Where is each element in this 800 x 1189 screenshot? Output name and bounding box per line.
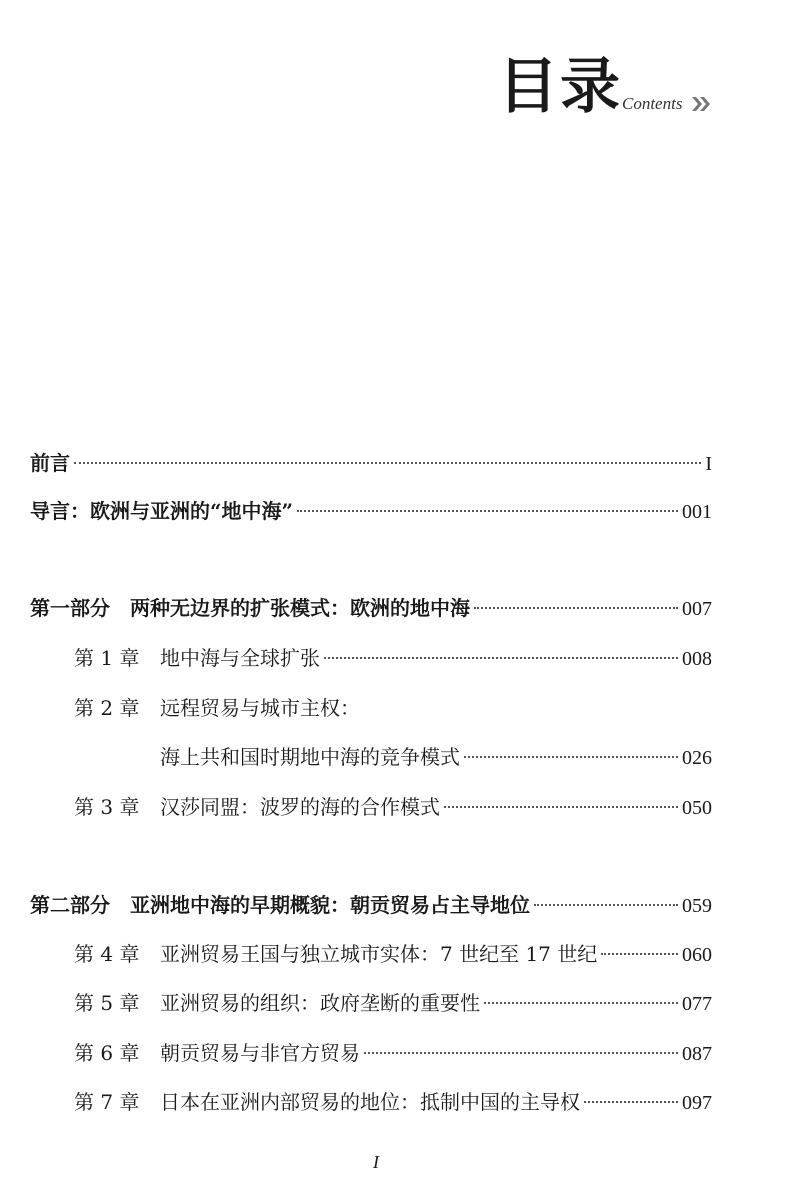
dot-leader	[297, 510, 678, 512]
page-number: 008	[682, 648, 712, 670]
toc-chapter-4[interactable]	[74, 940, 712, 969]
dot-leader	[444, 806, 678, 808]
chapter-number: 第 7 章	[74, 1090, 140, 1114]
page-number: 001	[682, 501, 712, 523]
page-number: 050	[682, 797, 712, 819]
part-title: 第一部分 两种无边界的扩张模式：欧洲的地中海	[30, 596, 470, 620]
chapter-number: 第 1 章	[74, 646, 140, 670]
toc-chapter-3[interactable]	[74, 793, 712, 822]
dot-leader	[584, 1101, 678, 1103]
dot-leader	[464, 756, 678, 758]
dot-leader	[474, 607, 678, 609]
page-subtitle: Contents	[622, 94, 683, 113]
dot-leader	[601, 953, 678, 955]
chapter-title: 地中海与全球扩张	[160, 646, 320, 670]
chapter-title: 远程贸易与城市主权：	[160, 696, 360, 720]
toc-chapter-5[interactable]	[74, 989, 712, 1018]
entry-title: 导言：欧洲与亚洲的“地中海”	[30, 499, 294, 523]
toc-part-2[interactable]	[30, 891, 712, 920]
toc-chapter-2-continuation[interactable]	[160, 743, 712, 772]
chapter-title: 朝贡贸易与非官方贸易	[160, 1041, 360, 1065]
dot-leader	[364, 1052, 678, 1054]
page-number: 060	[682, 944, 712, 966]
dot-leader	[534, 904, 678, 906]
page-number: 026	[682, 747, 712, 769]
chapter-title-continuation: 海上共和国时期地中海的竞争模式	[160, 745, 460, 769]
toc-chapter-1[interactable]	[74, 644, 712, 673]
chapter-number: 第 4 章	[74, 942, 140, 966]
chapter-title: 汉莎同盟：波罗的海的合作模式	[160, 795, 440, 819]
chapter-number: 第 6 章	[74, 1041, 140, 1065]
page-number: 059	[682, 895, 712, 917]
page-number: 007	[682, 598, 712, 620]
dot-leader	[484, 1002, 678, 1004]
toc-part-1[interactable]	[30, 594, 712, 623]
part-title: 第二部分 亚洲地中海的早期概貌：朝贡贸易占主导地位	[30, 893, 530, 917]
chapter-title: 亚洲贸易王国与独立城市实体：7 世纪至 17 世纪	[160, 942, 598, 966]
chapter-number: 第 3 章	[74, 795, 140, 819]
toc-entry-introduction[interactable]	[30, 497, 712, 526]
page-number: 097	[682, 1092, 712, 1114]
chapter-number: 第 5 章	[74, 991, 140, 1015]
toc-chapter-6[interactable]	[74, 1039, 712, 1068]
page-folio: I	[373, 1152, 379, 1172]
chapter-title: 亚洲贸易的组织：政府垄断的重要性	[160, 991, 480, 1015]
page-number: 087	[682, 1043, 712, 1065]
double-chevron-right-icon	[692, 96, 716, 112]
toc-entry-preface[interactable]	[30, 449, 712, 478]
toc-chapter-7[interactable]	[74, 1088, 712, 1117]
toc-chapter-2[interactable]	[74, 694, 712, 722]
page-number: 077	[682, 993, 712, 1015]
dot-leader	[74, 462, 701, 464]
entry-title: 前言	[30, 451, 70, 475]
page-number: I	[705, 453, 712, 475]
dot-leader	[324, 657, 678, 659]
page-title: 目录	[498, 52, 622, 122]
chapter-number: 第 2 章	[74, 696, 140, 720]
chapter-title: 日本在亚洲内部贸易的地位：抵制中国的主导权	[160, 1090, 580, 1114]
